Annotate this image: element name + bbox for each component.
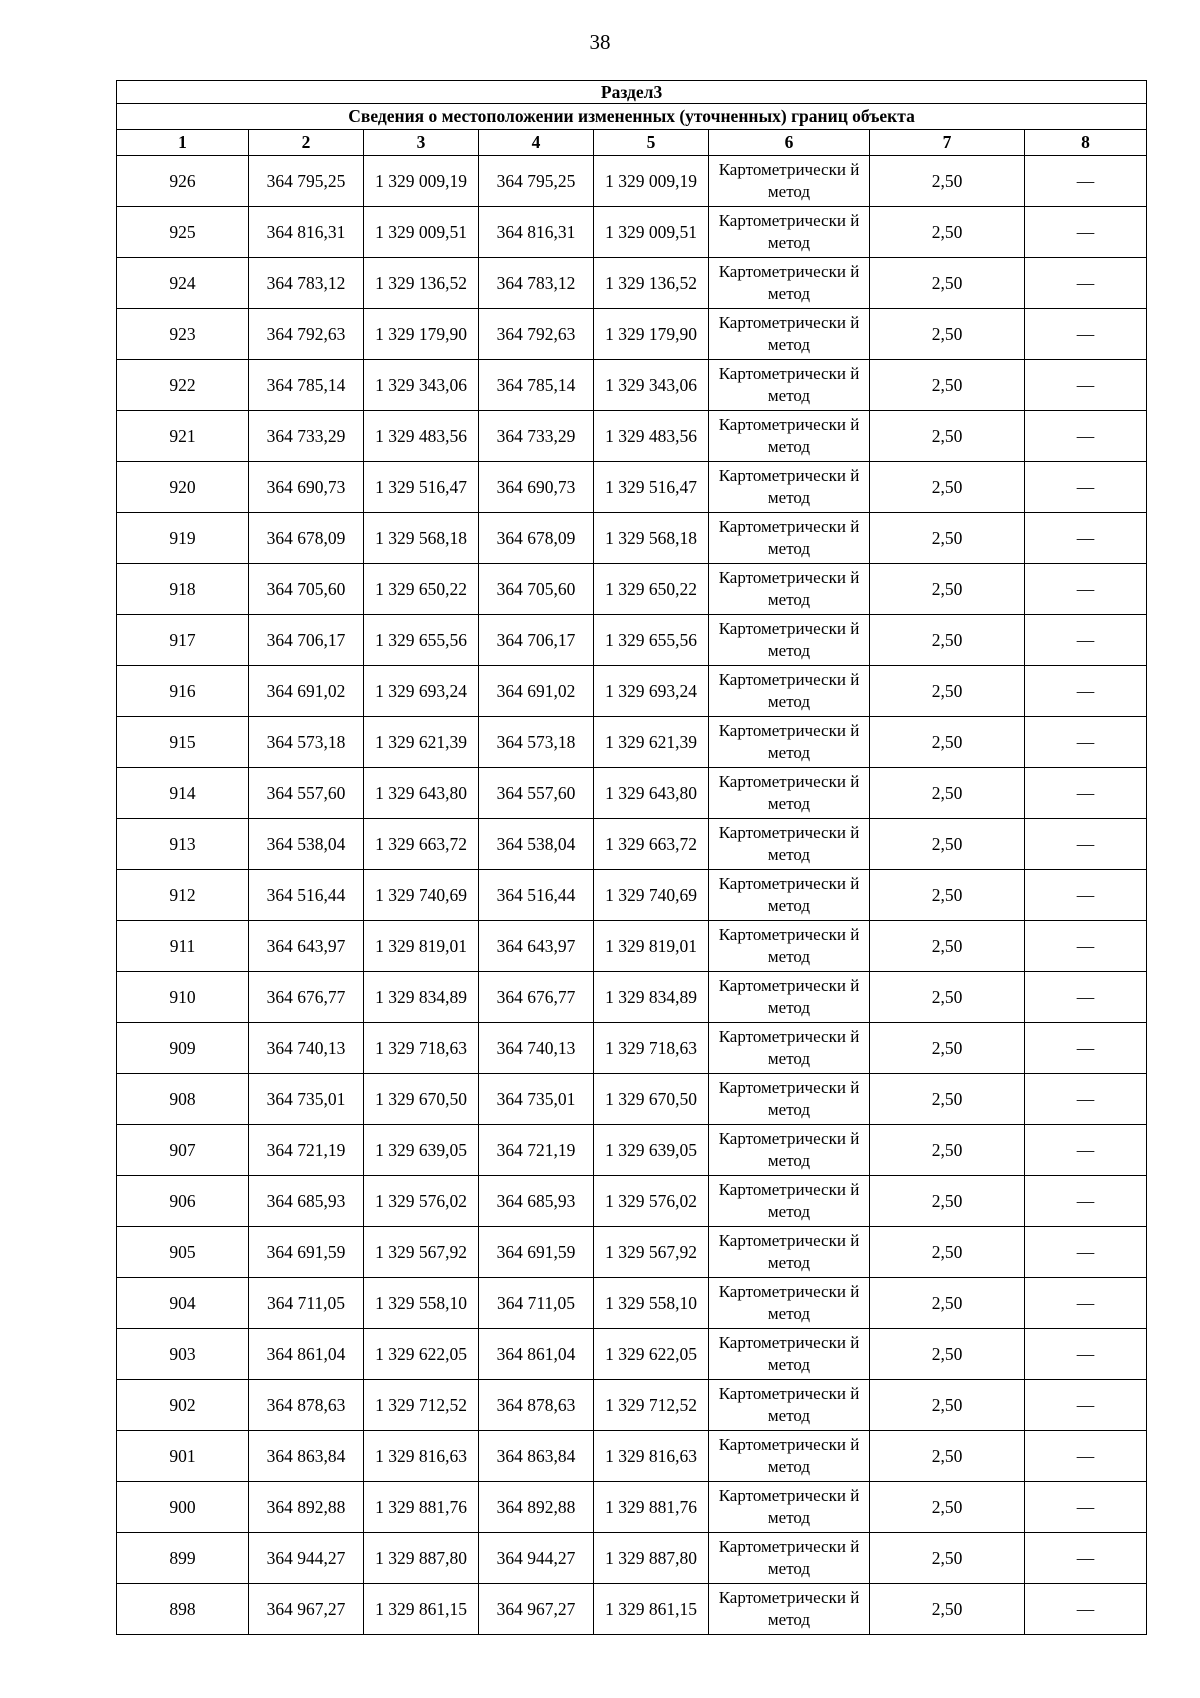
table-cell-col-4: 364 735,01 — [479, 1074, 594, 1125]
table-cell-col-7: 2,50 — [870, 615, 1025, 666]
table-cell-col-6: Картометрически й метод — [709, 411, 870, 462]
table-cell-col-6: Картометрически й метод — [709, 666, 870, 717]
table-cell-col-1: 908 — [117, 1074, 249, 1125]
table-cell-col-1: 913 — [117, 819, 249, 870]
column-header-4: 4 — [479, 130, 594, 156]
table-cell-col-1: 903 — [117, 1329, 249, 1380]
table-cell-col-8: — — [1025, 564, 1147, 615]
table-cell-col-7: 2,50 — [870, 1380, 1025, 1431]
table-cell-col-5: 1 329 861,15 — [594, 1584, 709, 1635]
table-cell-col-1: 920 — [117, 462, 249, 513]
table-row — [117, 666, 1147, 717]
table-row — [117, 1074, 1147, 1125]
table-cell-col-1: 902 — [117, 1380, 249, 1431]
table-title: Сведения о местоположении измененных (уточненных) границ объекта — [117, 104, 1147, 130]
table-cell-col-5: 1 329 568,18 — [594, 513, 709, 564]
table-cell-col-3: 1 329 622,05 — [364, 1329, 479, 1380]
table-body — [117, 81, 1147, 1635]
table-cell-col-2: 364 557,60 — [249, 768, 364, 819]
table-cell-col-7: 2,50 — [870, 360, 1025, 411]
table-cell-col-3: 1 329 009,19 — [364, 156, 479, 207]
table-cell-col-8: — — [1025, 1074, 1147, 1125]
table-cell-col-8: — — [1025, 360, 1147, 411]
table-cell-col-4: 364 795,25 — [479, 156, 594, 207]
table-cell-col-4: 364 792,63 — [479, 309, 594, 360]
table-cell-col-8: — — [1025, 1329, 1147, 1380]
table-cell-col-2: 364 643,97 — [249, 921, 364, 972]
table-cell-col-6: Картометрически й метод — [709, 462, 870, 513]
table-cell-col-8: — — [1025, 615, 1147, 666]
table-cell-col-2: 364 892,88 — [249, 1482, 364, 1533]
table-cell-col-3: 1 329 483,56 — [364, 411, 479, 462]
table-cell-col-5: 1 329 516,47 — [594, 462, 709, 513]
table-cell-col-3: 1 329 576,02 — [364, 1176, 479, 1227]
table-cell-col-7: 2,50 — [870, 1533, 1025, 1584]
table-cell-col-2: 364 691,02 — [249, 666, 364, 717]
table-cell-col-4: 364 678,09 — [479, 513, 594, 564]
table-cell-col-6: Картометрически й метод — [709, 309, 870, 360]
table-cell-col-1: 898 — [117, 1584, 249, 1635]
table-cell-col-5: 1 329 558,10 — [594, 1278, 709, 1329]
table-row — [117, 360, 1147, 411]
table-row — [117, 819, 1147, 870]
table-cell-col-7: 2,50 — [870, 462, 1025, 513]
table-cell-col-3: 1 329 568,18 — [364, 513, 479, 564]
table-row — [117, 1023, 1147, 1074]
table-row — [117, 1329, 1147, 1380]
table-cell-col-8: — — [1025, 513, 1147, 564]
table-cell-col-5: 1 329 834,89 — [594, 972, 709, 1023]
table-cell-col-1: 921 — [117, 411, 249, 462]
table-row — [117, 1380, 1147, 1431]
table-cell-col-1: 911 — [117, 921, 249, 972]
boundary-table — [116, 80, 1147, 1635]
table-cell-col-1: 914 — [117, 768, 249, 819]
table-row — [117, 564, 1147, 615]
column-header-3: 3 — [364, 130, 479, 156]
table-cell-col-2: 364 721,19 — [249, 1125, 364, 1176]
table-cell-col-2: 364 740,13 — [249, 1023, 364, 1074]
table-cell-col-8: — — [1025, 1482, 1147, 1533]
table-cell-col-5: 1 329 009,51 — [594, 207, 709, 258]
table-cell-col-6: Картометрически й метод — [709, 1023, 870, 1074]
table-cell-col-3: 1 329 639,05 — [364, 1125, 479, 1176]
table-cell-col-2: 364 783,12 — [249, 258, 364, 309]
table-row — [117, 1533, 1147, 1584]
table-cell-col-5: 1 329 639,05 — [594, 1125, 709, 1176]
table-cell-col-3: 1 329 816,63 — [364, 1431, 479, 1482]
table-cell-col-4: 364 861,04 — [479, 1329, 594, 1380]
table-row — [117, 768, 1147, 819]
table-cell-col-6: Картометрически й метод — [709, 1482, 870, 1533]
column-header-2: 2 — [249, 130, 364, 156]
table-cell-col-5: 1 329 621,39 — [594, 717, 709, 768]
table-cell-col-8: — — [1025, 309, 1147, 360]
table-cell-col-2: 364 690,73 — [249, 462, 364, 513]
table-cell-col-1: 904 — [117, 1278, 249, 1329]
table-cell-col-4: 364 516,44 — [479, 870, 594, 921]
table-cell-col-2: 364 711,05 — [249, 1278, 364, 1329]
table-cell-col-5: 1 329 643,80 — [594, 768, 709, 819]
table-cell-col-3: 1 329 343,06 — [364, 360, 479, 411]
table-cell-col-2: 364 706,17 — [249, 615, 364, 666]
table-cell-col-4: 364 676,77 — [479, 972, 594, 1023]
table-cell-col-2: 364 785,14 — [249, 360, 364, 411]
table-cell-col-7: 2,50 — [870, 1278, 1025, 1329]
table-cell-col-4: 364 711,05 — [479, 1278, 594, 1329]
table-cell-col-7: 2,50 — [870, 1227, 1025, 1278]
table-cell-col-8: — — [1025, 1431, 1147, 1482]
table-cell-col-2: 364 733,29 — [249, 411, 364, 462]
table-cell-col-3: 1 329 819,01 — [364, 921, 479, 972]
table-cell-col-7: 2,50 — [870, 309, 1025, 360]
table-title-row — [117, 104, 1147, 130]
table-cell-col-1: 925 — [117, 207, 249, 258]
table-cell-col-3: 1 329 621,39 — [364, 717, 479, 768]
table-row — [117, 1431, 1147, 1482]
table-cell-col-1: 916 — [117, 666, 249, 717]
table-cell-col-2: 364 944,27 — [249, 1533, 364, 1584]
table-cell-col-3: 1 329 650,22 — [364, 564, 479, 615]
table-cell-col-5: 1 329 740,69 — [594, 870, 709, 921]
table-cell-col-2: 364 685,93 — [249, 1176, 364, 1227]
column-header-6: 6 — [709, 130, 870, 156]
table-cell-col-6: Картометрически й метод — [709, 1125, 870, 1176]
table-cell-col-8: — — [1025, 717, 1147, 768]
table-cell-col-2: 364 691,59 — [249, 1227, 364, 1278]
table-cell-col-1: 899 — [117, 1533, 249, 1584]
table-cell-col-2: 364 816,31 — [249, 207, 364, 258]
table-row — [117, 1278, 1147, 1329]
table-cell-col-3: 1 329 655,56 — [364, 615, 479, 666]
table-cell-col-7: 2,50 — [870, 870, 1025, 921]
table-cell-col-7: 2,50 — [870, 258, 1025, 309]
table-cell-col-7: 2,50 — [870, 717, 1025, 768]
table-cell-col-4: 364 892,88 — [479, 1482, 594, 1533]
table-cell-col-8: — — [1025, 1380, 1147, 1431]
table-row — [117, 462, 1147, 513]
table-cell-col-3: 1 329 887,80 — [364, 1533, 479, 1584]
table-cell-col-1: 906 — [117, 1176, 249, 1227]
table-cell-col-8: — — [1025, 1584, 1147, 1635]
table-cell-col-2: 364 863,84 — [249, 1431, 364, 1482]
table-cell-col-4: 364 783,12 — [479, 258, 594, 309]
table-cell-col-5: 1 329 567,92 — [594, 1227, 709, 1278]
table-cell-col-8: — — [1025, 258, 1147, 309]
table-cell-col-4: 364 573,18 — [479, 717, 594, 768]
table-cell-col-7: 2,50 — [870, 768, 1025, 819]
table-cell-col-1: 900 — [117, 1482, 249, 1533]
table-cell-col-5: 1 329 009,19 — [594, 156, 709, 207]
table-cell-col-5: 1 329 712,52 — [594, 1380, 709, 1431]
table-cell-col-1: 922 — [117, 360, 249, 411]
column-header-8: 8 — [1025, 130, 1147, 156]
table-cell-col-4: 364 557,60 — [479, 768, 594, 819]
table-cell-col-5: 1 329 693,24 — [594, 666, 709, 717]
table-cell-col-6: Картометрически й метод — [709, 207, 870, 258]
table-cell-col-4: 364 643,97 — [479, 921, 594, 972]
table-cell-col-2: 364 861,04 — [249, 1329, 364, 1380]
table-cell-col-3: 1 329 740,69 — [364, 870, 479, 921]
table-cell-col-1: 923 — [117, 309, 249, 360]
table-cell-col-8: — — [1025, 819, 1147, 870]
table-cell-col-4: 364 967,27 — [479, 1584, 594, 1635]
table-cell-col-2: 364 573,18 — [249, 717, 364, 768]
table-cell-col-8: — — [1025, 921, 1147, 972]
table-cell-col-6: Картометрически й метод — [709, 156, 870, 207]
table-cell-col-2: 364 878,63 — [249, 1380, 364, 1431]
table-cell-col-1: 919 — [117, 513, 249, 564]
table-cell-col-3: 1 329 670,50 — [364, 1074, 479, 1125]
table-cell-col-4: 364 944,27 — [479, 1533, 594, 1584]
table-cell-col-8: — — [1025, 207, 1147, 258]
table-cell-col-5: 1 329 663,72 — [594, 819, 709, 870]
table-cell-col-6: Картометрически й метод — [709, 615, 870, 666]
table-cell-col-7: 2,50 — [870, 1176, 1025, 1227]
table-cell-col-3: 1 329 712,52 — [364, 1380, 479, 1431]
table-cell-col-8: — — [1025, 666, 1147, 717]
table-cell-col-6: Картометрически й метод — [709, 819, 870, 870]
table-cell-col-4: 364 685,93 — [479, 1176, 594, 1227]
table-cell-col-6: Картометрически й метод — [709, 1227, 870, 1278]
table-cell-col-1: 917 — [117, 615, 249, 666]
table-cell-col-4: 364 721,19 — [479, 1125, 594, 1176]
table-row — [117, 1584, 1147, 1635]
table-cell-col-2: 364 967,27 — [249, 1584, 364, 1635]
table-row — [117, 513, 1147, 564]
table-cell-col-5: 1 329 483,56 — [594, 411, 709, 462]
table-cell-col-1: 915 — [117, 717, 249, 768]
table-cell-col-1: 905 — [117, 1227, 249, 1278]
table-cell-col-1: 910 — [117, 972, 249, 1023]
table-row — [117, 1176, 1147, 1227]
table-cell-col-1: 907 — [117, 1125, 249, 1176]
table-cell-col-6: Картометрически й метод — [709, 1584, 870, 1635]
table-cell-col-1: 909 — [117, 1023, 249, 1074]
table-cell-col-6: Картометрически й метод — [709, 1533, 870, 1584]
table-cell-col-3: 1 329 516,47 — [364, 462, 479, 513]
table-row — [117, 207, 1147, 258]
table-cell-col-5: 1 329 819,01 — [594, 921, 709, 972]
table-cell-col-2: 364 735,01 — [249, 1074, 364, 1125]
table-row — [117, 309, 1147, 360]
table-cell-col-7: 2,50 — [870, 1431, 1025, 1482]
table-cell-col-7: 2,50 — [870, 411, 1025, 462]
table-row — [117, 972, 1147, 1023]
table-cell-col-2: 364 792,63 — [249, 309, 364, 360]
table-row — [117, 870, 1147, 921]
table-cell-col-8: — — [1025, 1125, 1147, 1176]
table-cell-col-2: 364 795,25 — [249, 156, 364, 207]
table-cell-col-3: 1 329 179,90 — [364, 309, 479, 360]
section-label: Раздел3 — [117, 81, 1147, 104]
table-cell-col-7: 2,50 — [870, 666, 1025, 717]
table-cell-col-5: 1 329 343,06 — [594, 360, 709, 411]
table-cell-col-1: 918 — [117, 564, 249, 615]
table-cell-col-5: 1 329 816,63 — [594, 1431, 709, 1482]
table-cell-col-6: Картометрически й метод — [709, 1380, 870, 1431]
table-cell-col-4: 364 691,59 — [479, 1227, 594, 1278]
table-cell-col-3: 1 329 558,10 — [364, 1278, 479, 1329]
table-cell-col-7: 2,50 — [870, 921, 1025, 972]
table-cell-col-3: 1 329 881,76 — [364, 1482, 479, 1533]
column-header-1: 1 — [117, 130, 249, 156]
table-cell-col-5: 1 329 881,76 — [594, 1482, 709, 1533]
table-cell-col-4: 364 863,84 — [479, 1431, 594, 1482]
table-cell-col-3: 1 329 834,89 — [364, 972, 479, 1023]
table-cell-col-4: 364 690,73 — [479, 462, 594, 513]
table-cell-col-4: 364 733,29 — [479, 411, 594, 462]
table-cell-col-6: Картометрически й метод — [709, 1176, 870, 1227]
table-cell-col-8: — — [1025, 411, 1147, 462]
column-header-7: 7 — [870, 130, 1025, 156]
table-cell-col-7: 2,50 — [870, 1074, 1025, 1125]
table-cell-col-6: Картометрически й метод — [709, 717, 870, 768]
table-row — [117, 921, 1147, 972]
table-cell-col-4: 364 705,60 — [479, 564, 594, 615]
table-row — [117, 1482, 1147, 1533]
column-header-5: 5 — [594, 130, 709, 156]
table-cell-col-4: 364 691,02 — [479, 666, 594, 717]
page-number: 38 — [589, 30, 611, 54]
table-cell-col-1: 926 — [117, 156, 249, 207]
table-cell-col-5: 1 329 576,02 — [594, 1176, 709, 1227]
table-cell-col-6: Картометрически й метод — [709, 360, 870, 411]
table-row — [117, 258, 1147, 309]
table-cell-col-6: Картометрически й метод — [709, 513, 870, 564]
table-cell-col-7: 2,50 — [870, 564, 1025, 615]
table-cell-col-8: — — [1025, 1227, 1147, 1278]
table-row — [117, 717, 1147, 768]
table-cell-col-8: — — [1025, 768, 1147, 819]
table-cell-col-5: 1 329 670,50 — [594, 1074, 709, 1125]
table-cell-col-2: 364 676,77 — [249, 972, 364, 1023]
table-cell-col-5: 1 329 179,90 — [594, 309, 709, 360]
table-cell-col-7: 2,50 — [870, 1125, 1025, 1176]
column-header-row — [117, 130, 1147, 156]
table-row — [117, 1227, 1147, 1278]
table-cell-col-4: 364 816,31 — [479, 207, 594, 258]
table-cell-col-5: 1 329 136,52 — [594, 258, 709, 309]
table-cell-col-7: 2,50 — [870, 1482, 1025, 1533]
table-cell-col-6: Картометрически й метод — [709, 1278, 870, 1329]
section-label-row — [117, 81, 1147, 104]
table-cell-col-5: 1 329 718,63 — [594, 1023, 709, 1074]
table-cell-col-6: Картометрически й метод — [709, 1431, 870, 1482]
table-cell-col-8: — — [1025, 156, 1147, 207]
table-cell-col-2: 364 705,60 — [249, 564, 364, 615]
table-cell-col-2: 364 516,44 — [249, 870, 364, 921]
table-cell-col-6: Картометрически й метод — [709, 1074, 870, 1125]
table-cell-col-7: 2,50 — [870, 513, 1025, 564]
table-cell-col-6: Картометрически й метод — [709, 921, 870, 972]
table-cell-col-5: 1 329 622,05 — [594, 1329, 709, 1380]
table-cell-col-2: 364 678,09 — [249, 513, 364, 564]
table-cell-col-7: 2,50 — [870, 1023, 1025, 1074]
table-cell-col-8: — — [1025, 1023, 1147, 1074]
table-cell-col-4: 364 878,63 — [479, 1380, 594, 1431]
table-row — [117, 156, 1147, 207]
table-cell-col-5: 1 329 887,80 — [594, 1533, 709, 1584]
table-cell-col-3: 1 329 136,52 — [364, 258, 479, 309]
table-cell-col-8: — — [1025, 1176, 1147, 1227]
table-cell-col-3: 1 329 693,24 — [364, 666, 479, 717]
table-cell-col-6: Картометрически й метод — [709, 972, 870, 1023]
table-row — [117, 1125, 1147, 1176]
table-cell-col-7: 2,50 — [870, 207, 1025, 258]
table-cell-col-5: 1 329 655,56 — [594, 615, 709, 666]
table-cell-col-7: 2,50 — [870, 819, 1025, 870]
table-cell-col-7: 2,50 — [870, 1584, 1025, 1635]
table-row — [117, 615, 1147, 666]
table-cell-col-3: 1 329 643,80 — [364, 768, 479, 819]
table-cell-col-6: Картометрически й метод — [709, 768, 870, 819]
table-cell-col-3: 1 329 861,15 — [364, 1584, 479, 1635]
table-cell-col-3: 1 329 663,72 — [364, 819, 479, 870]
table-cell-col-4: 364 538,04 — [479, 819, 594, 870]
table-cell-col-4: 364 785,14 — [479, 360, 594, 411]
table-cell-col-8: — — [1025, 1533, 1147, 1584]
table-cell-col-5: 1 329 650,22 — [594, 564, 709, 615]
table-cell-col-8: — — [1025, 972, 1147, 1023]
table-cell-col-4: 364 740,13 — [479, 1023, 594, 1074]
table-cell-col-2: 364 538,04 — [249, 819, 364, 870]
table-cell-col-1: 912 — [117, 870, 249, 921]
table-cell-col-7: 2,50 — [870, 1329, 1025, 1380]
table-cell-col-6: Картометрически й метод — [709, 258, 870, 309]
table-cell-col-1: 924 — [117, 258, 249, 309]
table-cell-col-8: — — [1025, 462, 1147, 513]
table-cell-col-6: Картометрически й метод — [709, 1329, 870, 1380]
table-cell-col-8: — — [1025, 870, 1147, 921]
table-cell-col-6: Картометрически й метод — [709, 564, 870, 615]
table-cell-col-7: 2,50 — [870, 972, 1025, 1023]
table-cell-col-1: 901 — [117, 1431, 249, 1482]
table-cell-col-7: 2,50 — [870, 156, 1025, 207]
table-row — [117, 411, 1147, 462]
table-cell-col-6: Картометрически й метод — [709, 870, 870, 921]
table-cell-col-4: 364 706,17 — [479, 615, 594, 666]
table-cell-col-8: — — [1025, 1278, 1147, 1329]
table-cell-col-3: 1 329 718,63 — [364, 1023, 479, 1074]
table-cell-col-3: 1 329 567,92 — [364, 1227, 479, 1278]
table-cell-col-3: 1 329 009,51 — [364, 207, 479, 258]
